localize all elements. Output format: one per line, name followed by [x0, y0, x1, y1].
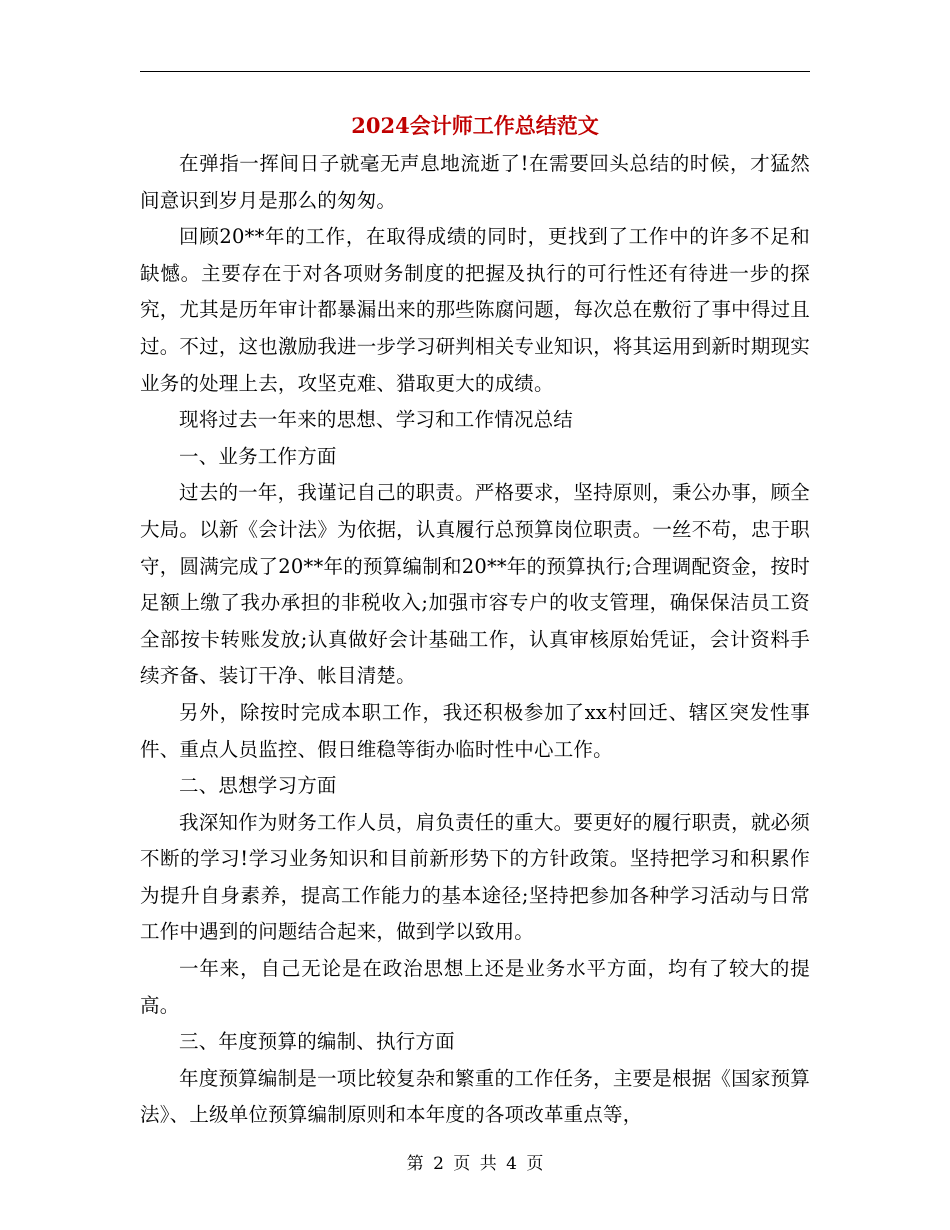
- paragraph-improvement: 一年来，自己无论是在政治思想上还是业务水平方面，均有了较大的提高。: [140, 957, 810, 1017]
- document-title: 2024会计师工作总结范文: [351, 113, 599, 138]
- document-body: [140, 106, 810, 1134]
- paragraph-intro: 在弹指一挥间日子就毫无声息地流逝了!在需要回头总结的时候，才猛然间意识到岁月是那么的匆匆。: [140, 152, 810, 212]
- paragraph-budget: 年度预算编制是一项比较复杂和繁重的工作任务，主要是根据《国家预算法》、上级单位预算编制原则和本年度的各项改革重点等，: [140, 1066, 810, 1127]
- section-heading-business: 一、业务工作方面: [179, 444, 337, 468]
- paragraph-extra-work: 另外，除按时完成本职工作，我还积极参加了xx村回迁、辖区突发性事件、重点人员监控、假日维稳等街办临时性中心工作。: [140, 700, 810, 761]
- paragraph-study: 我深知作为财务工作人员，肩负责任的重大。要更好的履行职责，就必须不断的学习!学习业务知识和目前新形势下的方针政策。坚持把学习和积累作为提升自身素养，提高工作能力的基本途径;坚持把参加各种学习活动与日常工作中遇到的问题结合起来，做到学以致用。: [140, 810, 810, 944]
- section-heading-study: 二、思想学习方面: [179, 774, 337, 798]
- paragraph-summary-lead: 现将过去一年来的思想、学习和工作情况总结: [179, 408, 574, 432]
- page-number-footer: 第 2 页 共 4 页: [406, 1154, 544, 1174]
- paragraph-review: 回顾20**年的工作，在取得成绩的同时，更找到了工作中的许多不足和缺憾。主要存在于对各项财务制度的把握及执行的可行性还有待进一步的探究，尤其是历年审计都暴漏出来的那些陈腐问题，每次总在敷衍了事中得过且过。不过，这也激励我进一步学习研判相关专业知识，将其运用到新时期现实业务的处理上去，攻坚克难、猎取更大的成绩。: [140, 225, 810, 395]
- header-rule: [140, 71, 810, 72]
- section-heading-budget: 三、年度预算的编制、执行方面: [179, 1030, 455, 1054]
- paragraph-business-work: 过去的一年，我谨记自己的职责。严格要求，坚持原则，秉公办事，顾全大局。以新《会计法》为依据，认真履行总预算岗位职责。一丝不苟，忠于职守，圆满完成了20**年的预算编制和20**年的预算执行;合理调配资金，按时足额上缴了我办承担的非税收入;加强市容专户的收支管理，确保保洁员工资全部按卡转账发放;认真做好会计基础工作，认真审核原始凭证，会计资料手续齐备、装订干净、帐目清楚。: [140, 481, 810, 688]
